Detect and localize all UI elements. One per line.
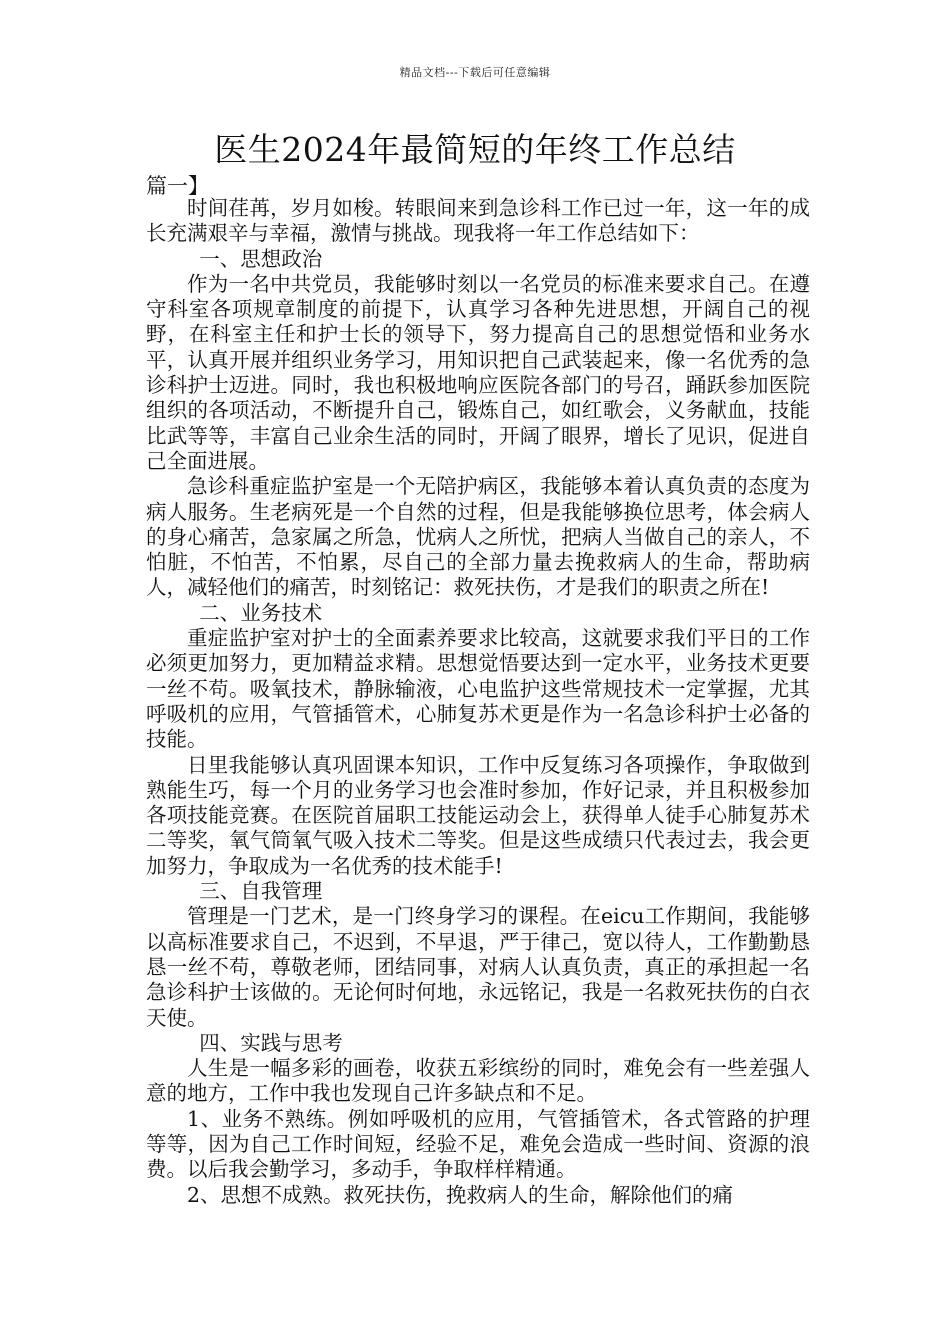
paragraph: 急诊科重症监护室是一个无陪护病区，我能够本着认真负责的态度为病人服务。生老病死是一个自然的过程，但是我能够换位思考，体会病人的身心痛苦，急家属之所急，忧病人之所忧，把病人当做自己的亲人，不怕脏，不怕苦，不怕累，尽自己的全部力量去挽救病人的生命，帮助病人，减轻他们的痛苦，时刻铭记：救死扶伤，才是我们的职责之所在! xyxy=(146,474,810,600)
header-note: 精品文档---下载后可任意编辑 xyxy=(399,66,551,79)
paragraph: 人生是一幅多彩的画卷，收获五彩缤纷的同时，难免会有一些差强人意的地方，工作中我也发现自己许多缺点和不足。 xyxy=(146,1056,810,1106)
paragraph: 时间荏苒，岁月如梭。转眼间来到急诊科工作已过一年，这一年的成长充满艰辛与幸福，激情与挑战。现我将一年工作总结如下： xyxy=(146,196,810,246)
section-label: 篇一】 xyxy=(146,174,209,198)
section-heading: 二、业务技术 xyxy=(199,600,323,625)
paragraph: 作为一名中共党员，我能够时刻以一名党员的标准来要求自己。在遵守科室各项规章制度的前提下，认真学习各种先进思想，开阔自己的视野，在科室主任和护士长的领导下，努力提高自己的思想觉悟和业务水平，认真开展并组织业务学习，用知识把自己武装起来，像一名优秀的急诊科护士迈进。同时，我也积极地响应医院各部门的号召，踊跃参加医院组织的各项活动，不断提升自己，锻炼自己，如红歌会，义务献血，技能比武等等，丰富自己业余生活的同时，开阔了眼界，增长了见识，促进自己全面进展。 xyxy=(146,271,810,473)
paragraph: 管理是一门艺术，是一门终身学习的课程。在eicu工作期间，我能够以高标准要求自己，不迟到，不早退，严于律己，宽以待人，工作勤勤恳恳一丝不苟，尊敬老师，团结同事，对病人认真负责，真正的承担起一名急诊科护士该做的。无论何时何地，永远铭记，我是一名救死扶伤的白衣天使。 xyxy=(146,904,810,1030)
section-heading: 四、实践与思考 xyxy=(199,1030,343,1055)
paragraph: 1、业务不熟练。例如呼吸机的应用，气管插管术，各式管路的护理等等，因为自己工作时间短，经验不足，难免会造成一些时间、资源的浪费。以后我会勤学习，多动手，争取样样精通。 xyxy=(146,1106,810,1182)
paragraph: 2、思想不成熟。救死扶伤，挽救病人的生命，解除他们的痛 xyxy=(187,1182,734,1207)
document-body xyxy=(146,196,810,1208)
section-heading: 三、自我管理 xyxy=(199,879,323,904)
document-title: 医生2024年最简短的年终工作总结 xyxy=(214,130,736,169)
section-heading: 一、思想政治 xyxy=(199,246,323,271)
paragraph: 重症监护室对护士的全面素养要求比较高，这就要求我们平日的工作必须更加努力，更加精益求精。思想觉悟要达到一定水平，业务技术更要一丝不苟。吸氧技术，静脉输液，心电监护这些常规技术一定掌握，尤其呼吸机的应用，气管插管术，心肺复苏术更是作为一名急诊科护士必备的技能。 xyxy=(146,626,810,752)
paragraph: 日里我能够认真巩固课本知识，工作中反复练习各项操作，争取做到熟能生巧，每一个月的业务学习也会准时参加，作好记录，并且积极参加各项技能竞赛。在医院首届职工技能运动会上，获得单人徒手心肺复苏术二等奖，氧气筒氧气吸入技术二等奖。但是这些成绩只代表过去，我会更加努力，争取成为一名优秀的技术能手! xyxy=(146,752,810,878)
